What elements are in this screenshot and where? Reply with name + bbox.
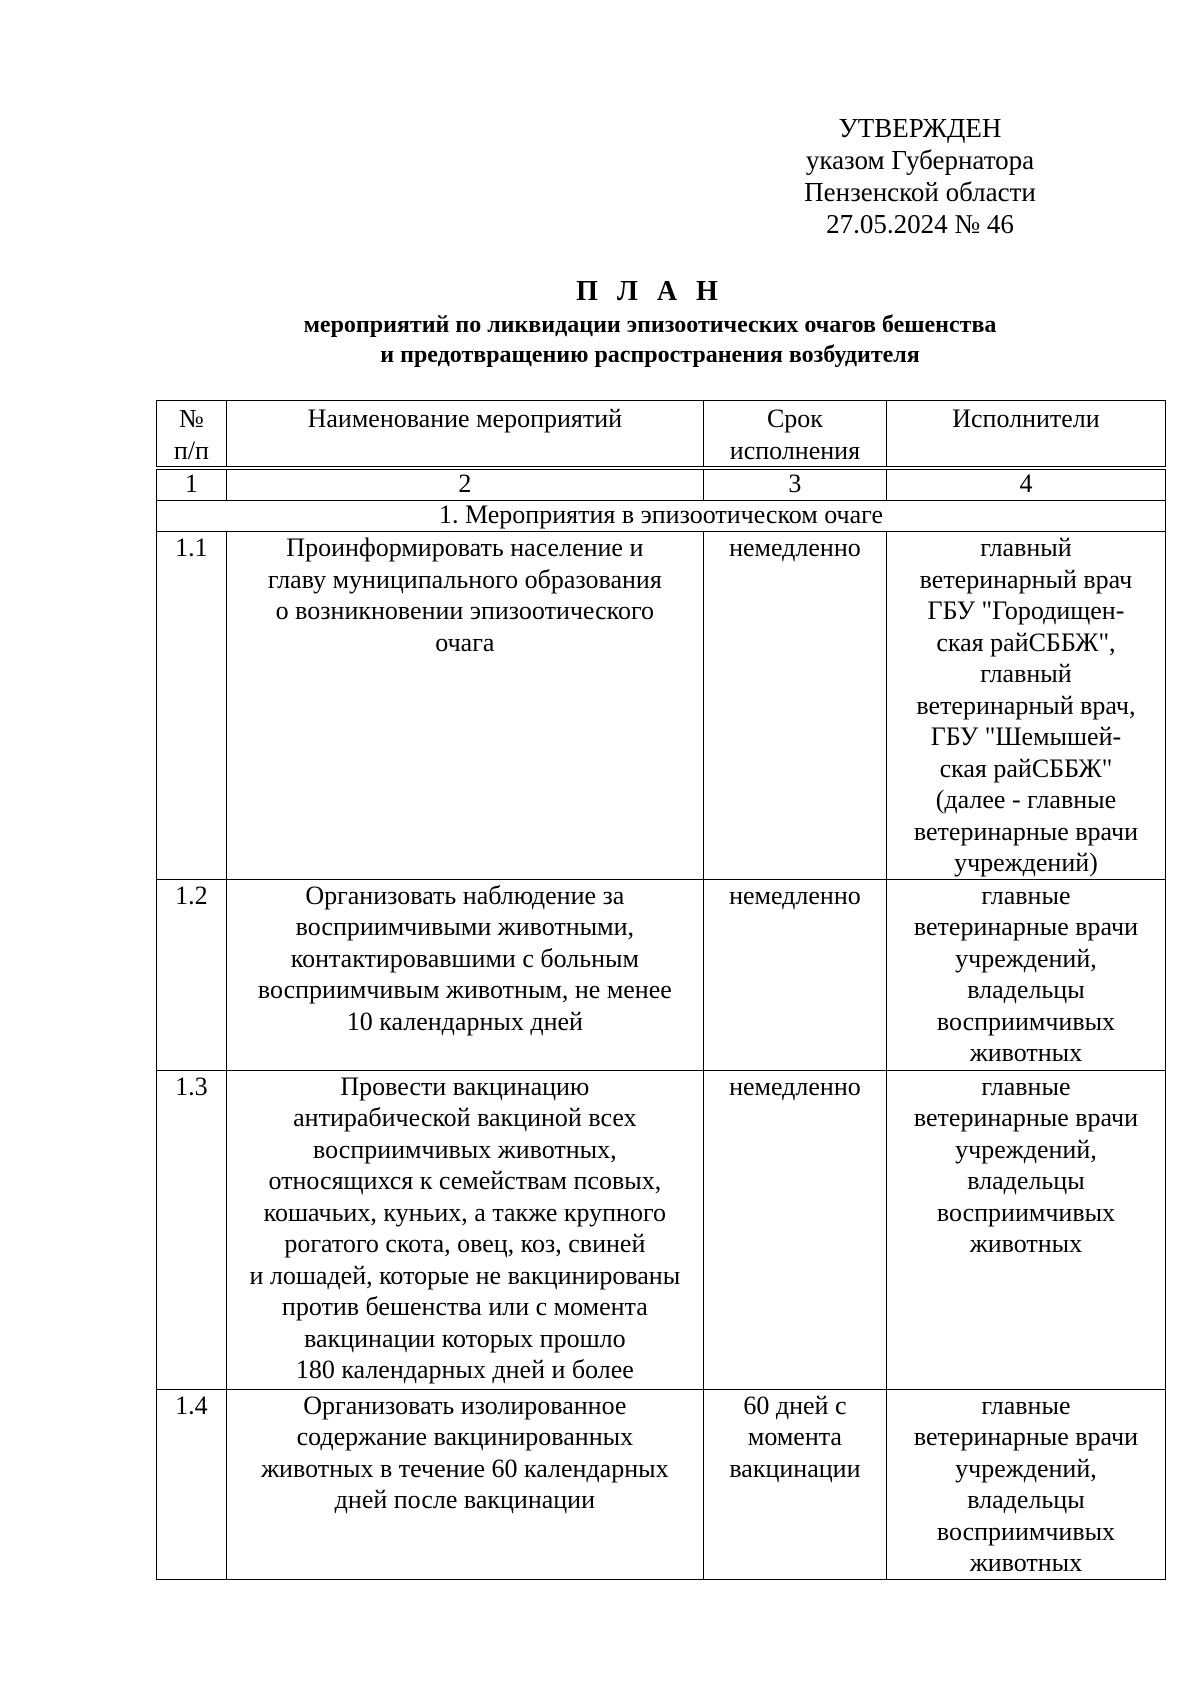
cell-line: ветеринарный врач bbox=[919, 564, 1133, 594]
row-executors bbox=[886, 879, 1165, 1070]
cell-line: ГБУ "Шемышей- bbox=[930, 722, 1122, 751]
cell-line: главный bbox=[980, 533, 1072, 562]
cell-line: вакцинации bbox=[729, 1453, 861, 1483]
cell-line: восприимчивых bbox=[936, 1006, 1116, 1036]
cell-line: владельцы bbox=[967, 975, 1085, 1004]
cell-line: (далее - главные bbox=[935, 785, 1117, 814]
cell-line: владельцы bbox=[967, 1166, 1085, 1195]
header-executors bbox=[886, 401, 1165, 469]
cell-line: главные bbox=[981, 1071, 1071, 1101]
cell-line: относящихся к семействам псовых, bbox=[268, 1166, 662, 1195]
cell-line: № bbox=[178, 404, 204, 433]
cell-line: учреждений, bbox=[955, 1134, 1097, 1164]
cell-line: восприимчивых bbox=[936, 1197, 1116, 1227]
column-number-2: 2 bbox=[226, 468, 703, 501]
cell-line: Организовать изолированное bbox=[303, 1390, 627, 1420]
cell-line: ская райСББЖ" bbox=[939, 753, 1113, 783]
cell-line: рогатого скота, овец, коз, свиней bbox=[284, 1229, 646, 1258]
cell-line: исполнения bbox=[729, 435, 861, 465]
cell-line: очага bbox=[435, 627, 495, 657]
cell-line: о возникновении эпизоотического bbox=[275, 596, 654, 625]
cell-line: учреждений) bbox=[954, 848, 1098, 877]
document-subtitle-line-1: мероприятий по ликвидации эпизоотических очагов бешенства bbox=[303, 312, 997, 338]
cell-line: немедленно bbox=[729, 533, 861, 562]
cell-line: животных bbox=[969, 1038, 1083, 1067]
cell-line: главные bbox=[981, 880, 1071, 910]
cell-line: немедленно bbox=[729, 1071, 861, 1101]
approval-authority: указом Губернатора bbox=[805, 145, 1035, 175]
row-activity bbox=[226, 1389, 703, 1579]
row-deadline bbox=[703, 879, 886, 1070]
cell-line: ветеринарные врачи bbox=[913, 912, 1139, 941]
cell-line: Организовать наблюдение за bbox=[305, 880, 625, 910]
cell-line: владельцы bbox=[967, 1485, 1085, 1514]
document-subtitle-line-2: и предотвращению распространения возбудителя bbox=[380, 342, 920, 368]
row-executors bbox=[886, 1070, 1165, 1389]
document-title: П Л А Н bbox=[576, 276, 724, 307]
cell-line: восприимчивыми животными, bbox=[295, 912, 635, 941]
cell-line: вакцинации которых прошло bbox=[304, 1323, 626, 1353]
cell-line: против бешенства или с момента bbox=[281, 1292, 648, 1321]
cell-line: главу муниципального образования bbox=[267, 564, 662, 594]
cell-line: п/п bbox=[173, 435, 209, 465]
row-deadline bbox=[703, 1070, 886, 1389]
cell-line: Наименование мероприятий bbox=[307, 404, 623, 433]
cell-line: учреждений, bbox=[955, 943, 1097, 973]
table-row bbox=[157, 532, 1166, 880]
row-number: 1.2 bbox=[157, 879, 227, 1070]
cell-line: ГБУ "Городищен- bbox=[927, 596, 1125, 625]
approval-stamp bbox=[780, 112, 1060, 240]
cell-line: животных bbox=[969, 1548, 1083, 1577]
row-activity bbox=[226, 1070, 703, 1389]
row-activity bbox=[226, 532, 703, 880]
cell-line: восприимчивых bbox=[936, 1516, 1116, 1546]
cell-line: контактировавшими с больным bbox=[290, 943, 639, 973]
cell-line: дней после вакцинации bbox=[334, 1485, 596, 1514]
cell-line: содержание вакцинированных bbox=[296, 1422, 634, 1451]
row-executors bbox=[886, 532, 1165, 880]
cell-line: ветеринарные врачи bbox=[913, 1422, 1139, 1451]
cell-line: Провести вакцинацию bbox=[340, 1071, 590, 1101]
section-title: 1. Мероприятия в эпизоотическом очаге bbox=[157, 501, 1166, 532]
cell-line: восприимчивых животных, bbox=[313, 1134, 617, 1164]
cell-line: ветеринарный врач, bbox=[916, 690, 1136, 720]
cell-line: животных в течение 60 календарных bbox=[261, 1453, 669, 1483]
row-number: 1.1 bbox=[157, 532, 227, 880]
cell-line: главный bbox=[980, 659, 1072, 688]
cell-line: антирабической вакциной всех bbox=[293, 1103, 637, 1132]
approval-region: Пензенской области bbox=[804, 177, 1036, 207]
header-number bbox=[157, 401, 227, 469]
cell-line: Исполнители bbox=[952, 404, 1100, 433]
cell-line: восприимчивым животным, не менее bbox=[257, 975, 672, 1004]
cell-line: и лошадей, которые не вакцинированы bbox=[249, 1260, 681, 1290]
cell-line: ветеринарные врачи bbox=[913, 1103, 1139, 1132]
row-number: 1.3 bbox=[157, 1070, 227, 1389]
column-number-row bbox=[157, 468, 1166, 501]
section-row bbox=[157, 501, 1166, 532]
plan-table bbox=[156, 400, 1166, 1580]
cell-line: учреждений, bbox=[955, 1453, 1097, 1483]
cell-line: 180 календарных дней и более bbox=[295, 1355, 634, 1384]
header-deadline bbox=[703, 401, 886, 469]
row-deadline bbox=[703, 532, 886, 880]
column-number-4: 4 bbox=[886, 468, 1165, 501]
cell-line: Проинформировать население и bbox=[286, 533, 644, 562]
column-number-3: 3 bbox=[703, 468, 886, 501]
table-row bbox=[157, 1389, 1166, 1579]
cell-line: 60 дней с bbox=[743, 1390, 847, 1420]
cell-line: Срок bbox=[766, 404, 823, 433]
approval-date-number: 27.05.2024 № 46 bbox=[826, 209, 1014, 239]
table-row bbox=[157, 1070, 1166, 1389]
row-activity bbox=[226, 879, 703, 1070]
cell-line: немедленно bbox=[729, 880, 861, 910]
cell-line: кошачьих, куньих, а также крупного bbox=[263, 1197, 666, 1227]
approval-status: УТВЕРЖДЕН bbox=[838, 113, 1002, 143]
column-number-1: 1 bbox=[157, 468, 227, 501]
cell-line: ветеринарные врачи bbox=[913, 816, 1139, 846]
table-row bbox=[157, 879, 1166, 1070]
cell-line: 10 календарных дней bbox=[346, 1006, 583, 1036]
table-header-row bbox=[157, 401, 1166, 469]
cell-line: момента bbox=[747, 1422, 842, 1451]
cell-line: главные bbox=[981, 1390, 1071, 1420]
row-deadline bbox=[703, 1389, 886, 1579]
header-activity-name bbox=[226, 401, 703, 469]
cell-line: животных bbox=[969, 1229, 1083, 1258]
row-number: 1.4 bbox=[157, 1389, 227, 1579]
row-executors bbox=[886, 1389, 1165, 1579]
cell-line: ская райСББЖ", bbox=[936, 627, 1116, 657]
